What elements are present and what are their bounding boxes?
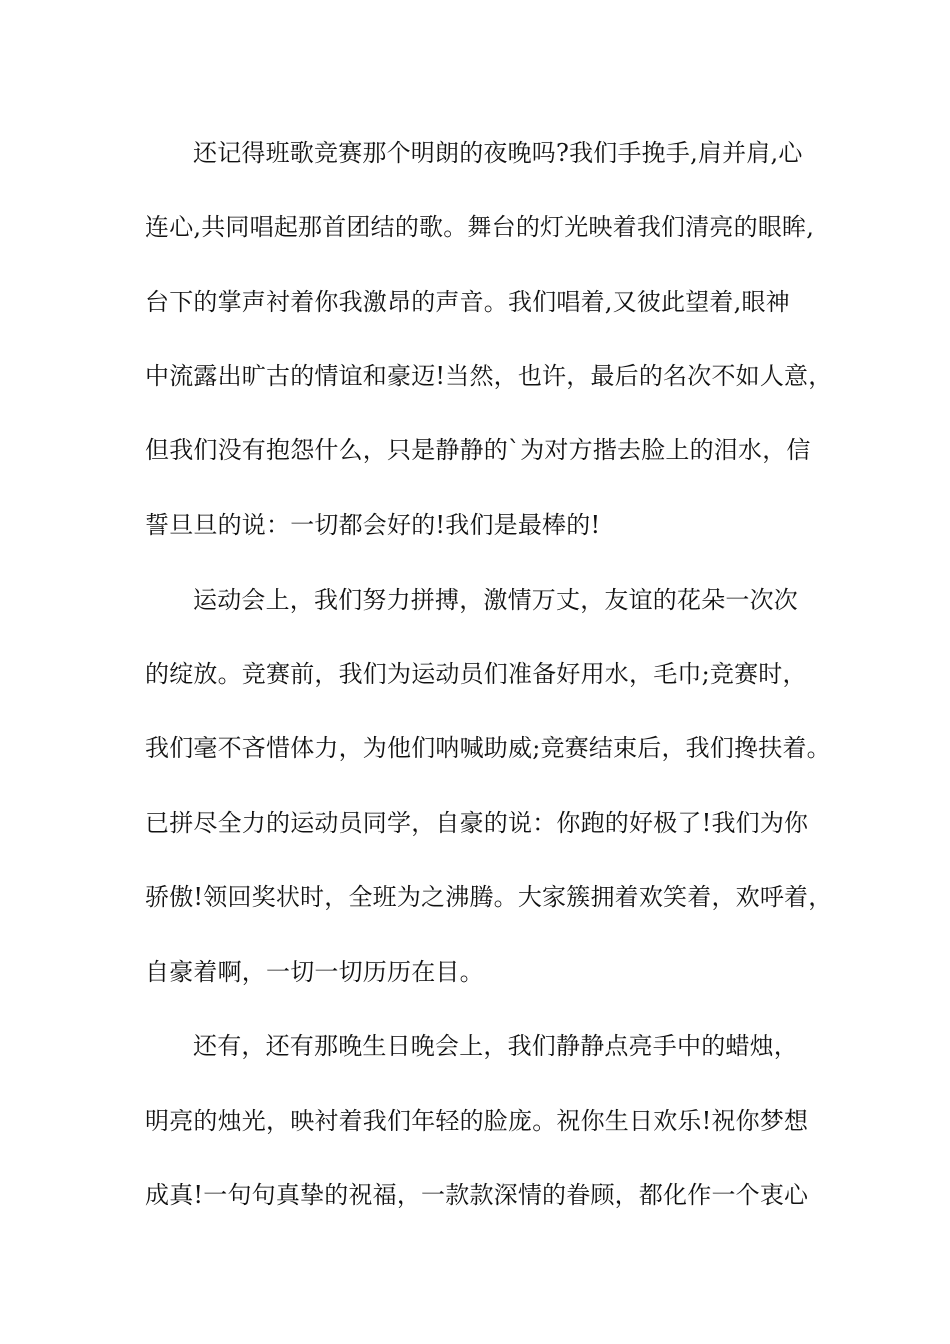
paragraph-3-line-2: 明亮的烛光，映衬着我们年轻的脸庞。祝你生日欢乐!祝你梦想 (145, 1107, 809, 1135)
paragraph-2-line-1: 运动会上，我们努力拼搏，激情万丈，友谊的花朵一次次 (193, 586, 798, 614)
paragraph-1-line-1: 还记得班歌竞赛那个明朗的夜晚吗?我们手挽手,肩并肩,心 (193, 139, 803, 167)
paragraph-1-line-2: 连心,共同唱起那首团结的歌。舞台的灯光映着我们清亮的眼眸, (145, 213, 815, 241)
paragraph-2-line-4: 已拼尽全力的运动员同学，自豪的说：你跑的好极了!我们为你 (145, 809, 809, 837)
paragraph-3-line-3: 成真!一句句真挚的祝福，一款款深情的眷顾，都化作一个衷心 (145, 1181, 809, 1209)
paragraph-2-line-2: 的绽放。竞赛前，我们为运动员们准备好用水，毛巾;竞赛时， (145, 660, 807, 688)
paragraph-2-line-5: 骄傲!领回奖状时，全班为之沸腾。大家簇拥着欢笑着，欢呼着， (145, 883, 833, 911)
paragraph-1-line-4: 中流露出旷古的情谊和豪迈!当然，也许，最后的名次不如人意， (145, 362, 833, 390)
paragraph-2-line-3: 我们毫不吝惜体力，为他们呐喊助威;竞赛结束后，我们搀扶着。 (145, 734, 831, 762)
paragraph-1-line-3: 台下的掌声衬着你我激昂的声音。我们唱着,又彼此望着,眼神 (145, 288, 790, 316)
paragraph-3-line-1: 还有，还有那晚生日晚会上，我们静静点亮手中的蜡烛， (193, 1032, 798, 1060)
paragraph-2-line-6: 自豪着啊，一切一切历历在目。 (145, 958, 484, 986)
paragraph-1-line-5: 但我们没有抱怨什么，只是静静的`为对方揩去脸上的泪水，信 (145, 436, 811, 464)
paragraph-1-line-6: 誓旦旦的说：一切都会好的!我们是最棒的! (145, 511, 601, 539)
